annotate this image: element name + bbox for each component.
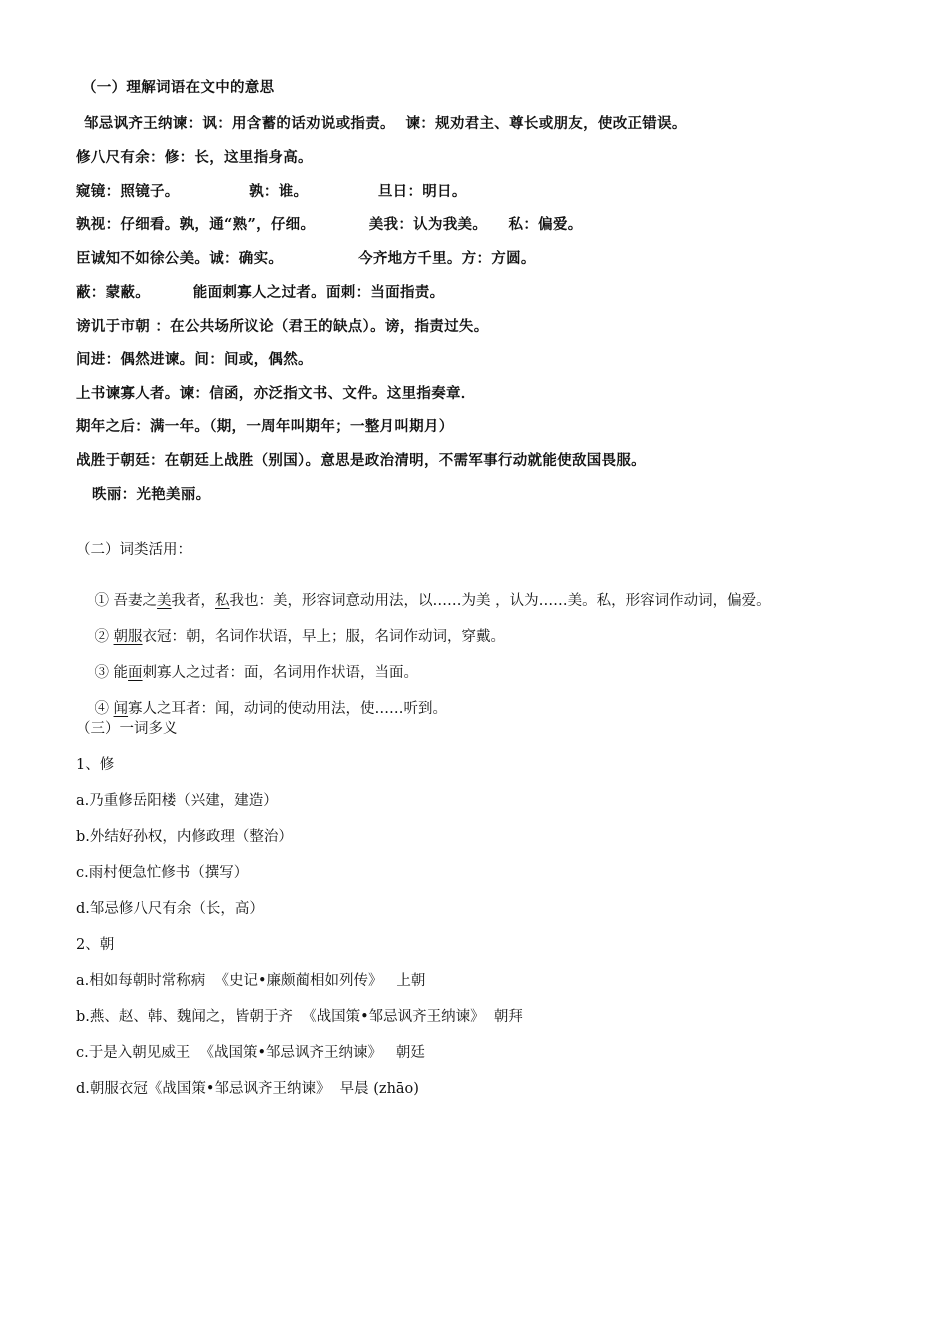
definition-line: 孰视：仔细看。孰，通“熟”，仔细。 美我：认为我美。 私：偏爱。 [76, 216, 583, 233]
polysemy-example: c.雨村便急忙修书（撰写） [76, 865, 249, 881]
usage-item: ① 吾妻之美我者，私我也：美，形容词意动用法，以……为美 ，认为……美。私，形容词作动词，偏爱。 [94, 593, 771, 609]
definition-line: 昳丽：光艳美丽。 [76, 486, 211, 503]
section-3-heading: （三）一词多义 [76, 721, 178, 737]
section-2-heading: （二）词类活用： [76, 542, 192, 558]
definition-line: 期年之后：满一年。（期，一周年叫期年；一整月叫期月） [76, 418, 454, 435]
polysemy-word: 2、朝 [76, 937, 115, 953]
definition-line: 蔽：蒙蔽。 能面刺寡人之过者。面刺：当面指责。 [76, 284, 445, 301]
polysemy-example: a.相如每朝时常称病 《史记•廉颇蔺相如列传》 上朝 [76, 973, 426, 989]
polysemy-word: 1、修 [76, 757, 115, 773]
definition-line: 上书谏寡人者。谏：信函，亦泛指文书、文件。这里指奏章． [76, 385, 476, 402]
definition-line: 修八尺有余：修：长，这里指身高。 [76, 149, 313, 166]
definition-line: 战胜于朝廷：在朝廷上战胜（别国）。意思是政治清明，不需军事行动就能使敌国畏服。 [76, 452, 646, 469]
polysemy-example: a.乃重修岳阳楼（兴建，建造） [76, 793, 278, 809]
polysemy-example: d.朝服衣冠《战国策•邹忌讽齐王纳谏》 早晨 (zhāo) [76, 1081, 419, 1097]
usage-item: ② 朝服衣冠：朝，名词作状语，早上；服，名词作动词，穿戴。 [94, 629, 506, 645]
polysemy-example: d.邹忌修八尺有余（长，高） [76, 901, 264, 917]
polysemy-example: c.于是入朝见威王 《战国策•邹忌讽齐王纳谏》 朝廷 [76, 1045, 425, 1061]
usage-item: ④ 闻寡人之耳者：闻，动词的使动用法，使……听到。 [94, 701, 448, 717]
polysemy-example: b.燕、赵、韩、魏闻之，皆朝于齐 《战国策•邹忌讽齐王纳谏》 朝拜 [76, 1009, 523, 1025]
definition-line: 臣诚知不如徐公美。诚：确实。 今齐地方千里。方：方圆。 [76, 250, 536, 267]
usage-item: ③ 能面刺寡人之过者：面，名词用作状语，当面。 [94, 665, 419, 681]
section-1-heading: （一）理解词语在文中的意思 [82, 79, 275, 96]
definition-line: 间进：偶然进谏。间：间或，偶然。 [76, 351, 313, 368]
definition-line: 窥镜：照镜子。 孰：谁。 旦日：明日。 [76, 183, 467, 200]
polysemy-example: b.外结好孙权，内修政理（整治） [76, 829, 293, 845]
definition-line: 谤讥于市朝 ：在公共场所议论（君王的缺点）。谤，指责过失。 [76, 318, 489, 335]
definition-line: 邹忌讽齐王纳谏：讽：用含蓄的话劝说或指责。 谏：规劝君主、尊长或朋友，使改正错误。 [84, 115, 687, 132]
